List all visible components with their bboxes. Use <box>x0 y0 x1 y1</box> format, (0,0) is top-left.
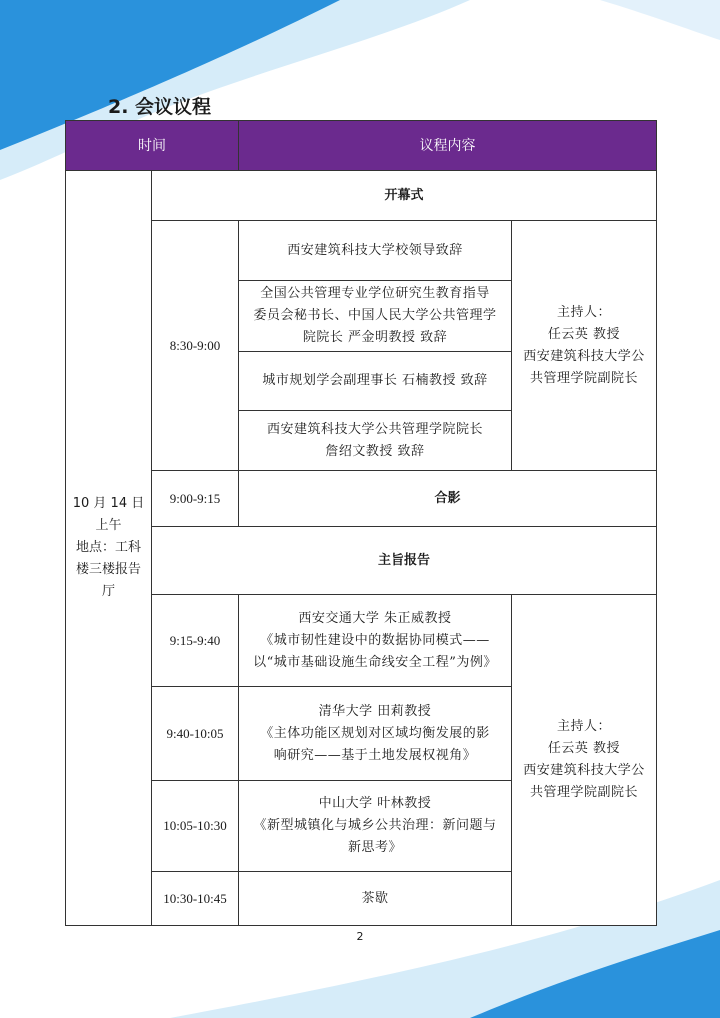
tea-break: 茶歇 <box>239 872 512 926</box>
photo-label: 合影 <box>239 471 657 527</box>
session1-host: 主持人： 任云英 教授 西安建筑科技大学公 共管理学院副院长 <box>512 221 657 471</box>
session1-item: 西安建筑科技大学校领导致辞 <box>239 221 512 281</box>
keynote-time: 9:15-9:40 <box>152 595 239 687</box>
agenda-table <box>65 120 657 926</box>
session1-time: 8:30-9:00 <box>152 221 239 471</box>
tea-break-time: 10:30-10:45 <box>152 872 239 926</box>
photo-time: 9:00-9:15 <box>152 471 239 527</box>
keynote-title: 主旨报告 <box>152 527 657 595</box>
session1-item: 城市规划学会副理事长 石楠教授 致辞 <box>239 352 512 411</box>
date-location-cell: 10 月 14 日 上午 地点：工科 楼三楼报告 厅 <box>66 171 152 926</box>
keynote-time: 9:40-10:05 <box>152 687 239 781</box>
session2-host: 主持人： 任云英 教授 西安建筑科技大学公 共管理学院副院长 <box>512 595 657 926</box>
session1-item: 全国公共管理专业学位研究生教育指导 委员会秘书长、中国人民大学公共管理学 院院长 严金明教授 致辞 <box>239 281 512 352</box>
keynote-talk: 中山大学 叶林教授 《新型城镇化与城乡公共治理：新问题与 新思考》 <box>239 781 512 872</box>
keynote-talk: 西安交通大学 朱正威教授 《城市韧性建设中的数据协同模式—— 以“城市基础设施生命线安全工程”为例》 <box>239 595 512 687</box>
keynote-time: 10:05-10:30 <box>152 781 239 872</box>
opening-ceremony: 开幕式 <box>152 171 657 221</box>
keynote-talk: 清华大学 田莉教授 《主体功能区规划对区域均衡发展的影 响研究——基于土地发展权视角》 <box>239 687 512 781</box>
page-number: 2 <box>356 930 364 943</box>
header-time: 时间 <box>66 121 239 171</box>
session1-item: 西安建筑科技大学公共管理学院院长 詹绍文教授 致辞 <box>239 411 512 471</box>
page-heading: 2. 会议议程 <box>108 96 212 118</box>
header-content: 议程内容 <box>239 121 657 171</box>
